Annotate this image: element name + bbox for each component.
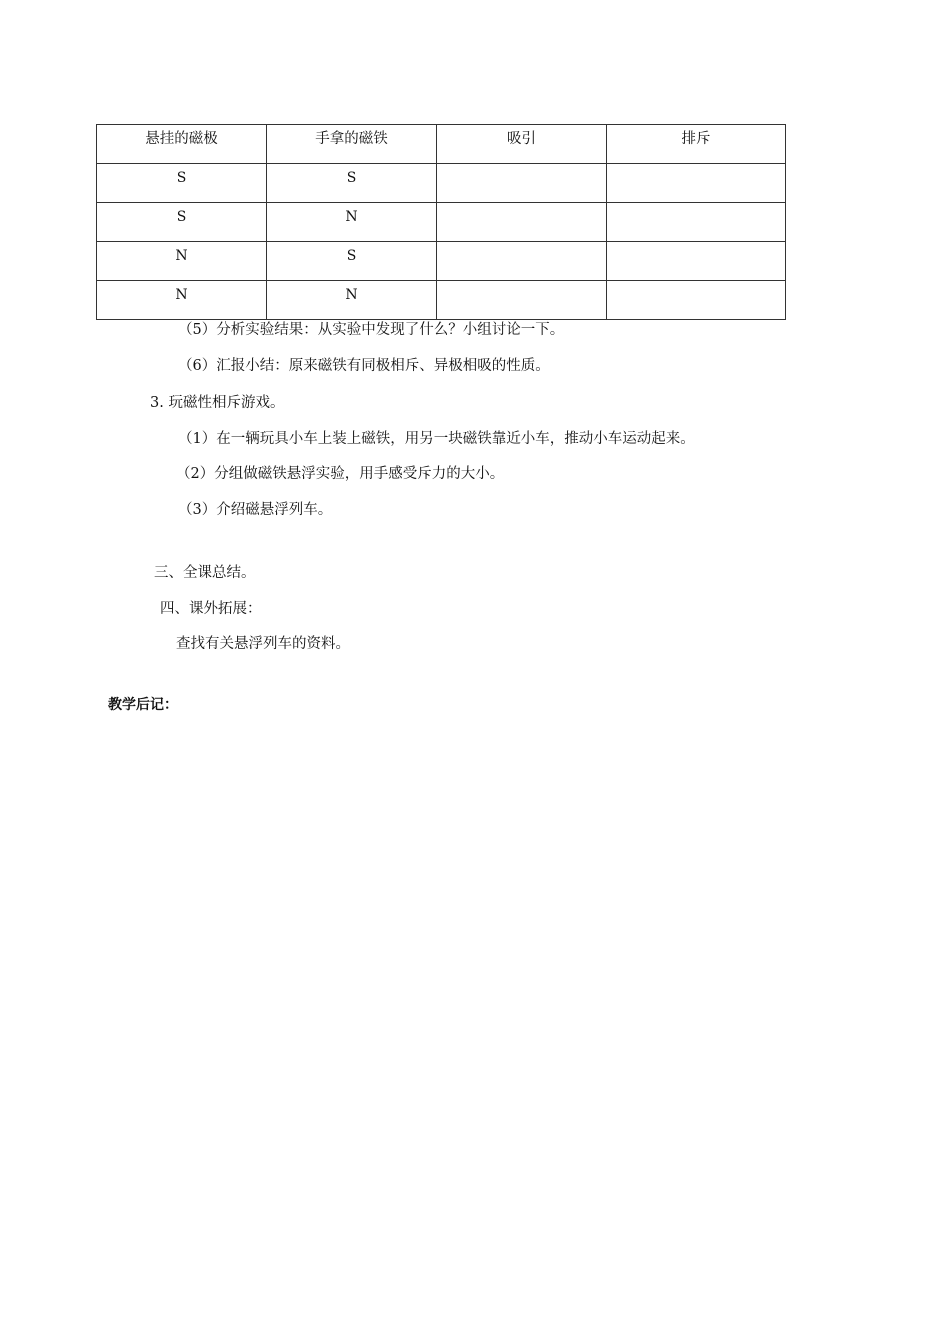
table-row [97, 281, 786, 320]
header-repel: 排斥 [607, 125, 786, 164]
table-cell [437, 164, 607, 203]
table-cell: N [97, 242, 267, 281]
table-cell [607, 242, 786, 281]
table-row [97, 242, 786, 281]
part-4-heading: 四、课外拓展： [160, 601, 262, 617]
header-hanging-pole: 悬挂的磁极 [97, 125, 267, 164]
game-step-1-text: （1）在一辆玩具小车上装上磁铁，用另一块磁铁靠近小车，推动小车运动起来。 [178, 431, 695, 447]
step-6-text: （6）汇报小结：原来磁铁有同极相斥、异极相吸的性质。 [178, 358, 550, 374]
section-3-heading: 3. 玩磁性相斥游戏。 [150, 395, 285, 411]
table-row [97, 203, 786, 242]
game-step-3-text: （3）介绍磁悬浮列车。 [178, 502, 333, 518]
table-cell [437, 242, 607, 281]
header-attract: 吸引 [437, 125, 607, 164]
table-cell [607, 164, 786, 203]
table-cell [437, 203, 607, 242]
table-cell: S [97, 164, 267, 203]
magnet-pole-table [96, 124, 786, 320]
table-cell: S [97, 203, 267, 242]
step-5-text: （5）分析实验结果：从实验中发现了什么？小组讨论一下。 [178, 322, 565, 338]
table-cell [607, 281, 786, 320]
part-3-heading: 三、全课总结。 [154, 565, 256, 581]
teaching-notes-label: 教学后记： [108, 697, 178, 713]
part-4-content: 查找有关悬浮列车的资料。 [176, 636, 350, 652]
table-cell: N [267, 203, 437, 242]
table-cell: N [97, 281, 267, 320]
table-cell [607, 203, 786, 242]
table-cell: S [267, 242, 437, 281]
table-cell: N [267, 281, 437, 320]
table-header-row [97, 125, 786, 164]
table-cell [437, 281, 607, 320]
game-step-2-text: （2）分组做磁铁悬浮实验，用手感受斥力的大小。 [176, 466, 505, 482]
table-row [97, 164, 786, 203]
header-hand-magnet: 手拿的磁铁 [267, 125, 437, 164]
table-cell: S [267, 164, 437, 203]
